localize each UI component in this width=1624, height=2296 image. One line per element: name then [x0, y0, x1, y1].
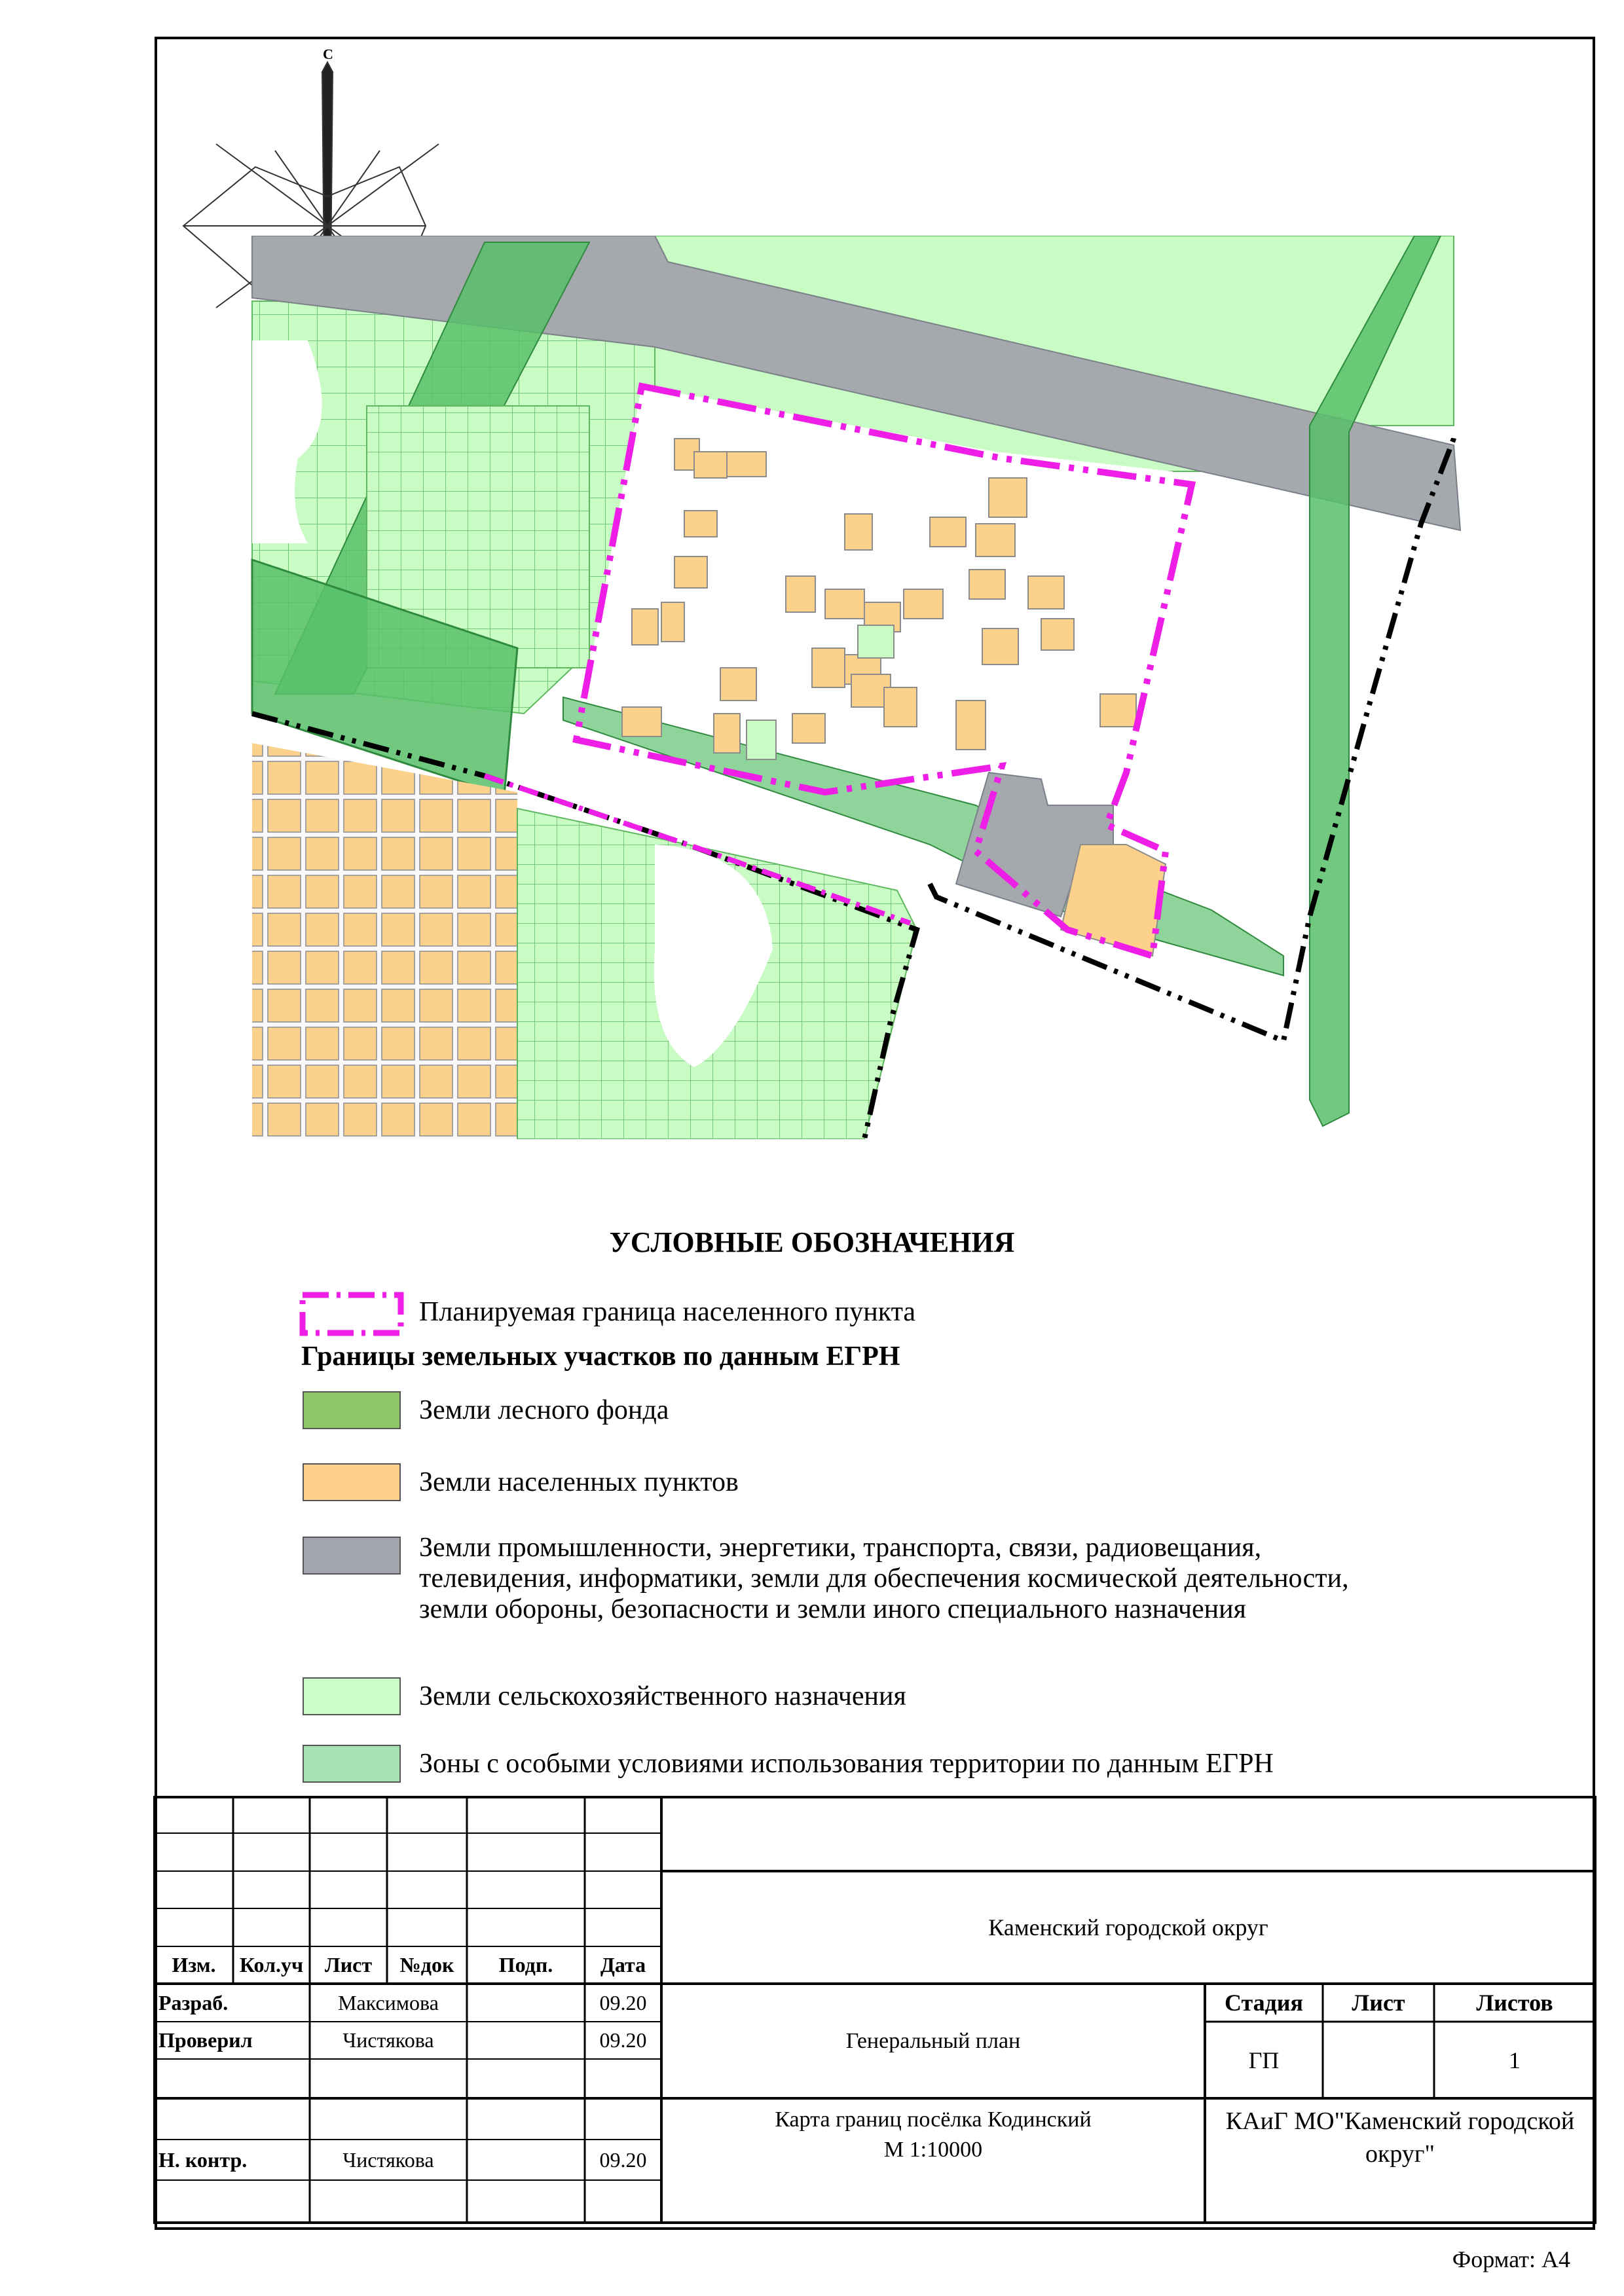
agriculture-land-swatch [303, 1677, 401, 1715]
stamp-header-list: Лист [324, 1953, 373, 1977]
special-zone-swatch [303, 1745, 401, 1783]
stamp-role-normcontrol: Н. контр. [158, 2147, 248, 2172]
stamp-sheet-header: Лист [1352, 1990, 1405, 2016]
settlement-land-swatch [303, 1463, 401, 1501]
settlement-southwest [252, 743, 517, 1139]
stamp-role-developer: Разраб. [158, 1990, 229, 2014]
format-label: Формат: А4 [1452, 2246, 1570, 2272]
stamp-sheet-title-line1: Карта границ посёлка Кодинский [775, 2107, 1092, 2132]
agriculture-land-label: Земли сельскохозяйственного назначения [419, 1681, 906, 1711]
map-area [252, 236, 1460, 1139]
stamp-sheets-value: 1 [1509, 2047, 1521, 2073]
stamp-sheet-value [1323, 2022, 1434, 2098]
stamp-name-normcontrol: Чистякова [342, 2147, 434, 2172]
planned-boundary-swatch [303, 1295, 401, 1333]
forest-land-swatch [303, 1391, 401, 1429]
stamp-date-checked: 09.20 [599, 2028, 647, 2052]
stamp-header-izm: Изм. [172, 1953, 216, 1977]
legend-swatches [303, 1295, 401, 1333]
stamp-sheet-title-line2: М 1:10000 [883, 2138, 983, 2162]
stamp-name-checked: Чистякова [342, 2028, 434, 2052]
planned-boundary-label: Планируемая граница населенного пункта [419, 1297, 916, 1327]
stamp-role-checked: Проверил [158, 2028, 253, 2052]
stamp-stage-value: ГП [1248, 2047, 1280, 2073]
stamp-header-data: Дата [600, 1953, 646, 1977]
industry-land-label-line2: телевидения, информатики, земли для обеспечения космической деятельности, [419, 1563, 1349, 1594]
stamp-sheets-header: Листов [1476, 1990, 1553, 2016]
stamp-header-ndok: №док [399, 1953, 454, 1977]
stamp-sheet-title [661, 2105, 1205, 2165]
building-green-2 [747, 720, 776, 759]
north-label: С [323, 46, 333, 62]
stamp-developer [1205, 2105, 1595, 2170]
settlement-land-label: Земли населенных пунктов [419, 1467, 739, 1497]
stamp-header-podp: Подп. [498, 1953, 553, 1977]
stamp-date-normcontrol: 09.20 [599, 2147, 647, 2172]
special-zone-label: Зоны с особыми условиями использования территории по данным ЕГРН [419, 1749, 1274, 1779]
stamp-organization-top: Каменский городской округ [988, 1914, 1268, 1941]
stamp-document: Генеральный план [845, 2028, 1021, 2053]
stamp-stage-header: Стадия [1224, 1990, 1304, 2016]
building-green [858, 625, 894, 658]
industry-land-swatch [303, 1537, 401, 1575]
stamp-header-kol: Кол.уч [239, 1953, 304, 1977]
forest-land-label: Земли лесного фонда [419, 1395, 669, 1425]
industry-land-label-line1: Земли промышленности, энергетики, транспорта, связи, радиовещания, [419, 1533, 1262, 1563]
stamp-developer-line1: КАиГ МО"Каменский городской [1225, 2107, 1575, 2135]
stamp-developer-line2: округ" [1365, 2140, 1435, 2168]
legend-subtitle: Границы земельных участков по данным ЕГРН [301, 1341, 900, 1372]
stamp-name-developer: Максимова [338, 1990, 439, 2014]
legend-title: УСЛОВНЫЕ ОБОЗНАЧЕНИЯ [609, 1226, 1015, 1258]
settlement-parcel-southeast [1061, 845, 1166, 956]
industry-land-label-line3: земли обороны, безопасности и земли иного специального назначения [419, 1594, 1246, 1624]
stamp-date-developer: 09.20 [599, 1990, 647, 2014]
